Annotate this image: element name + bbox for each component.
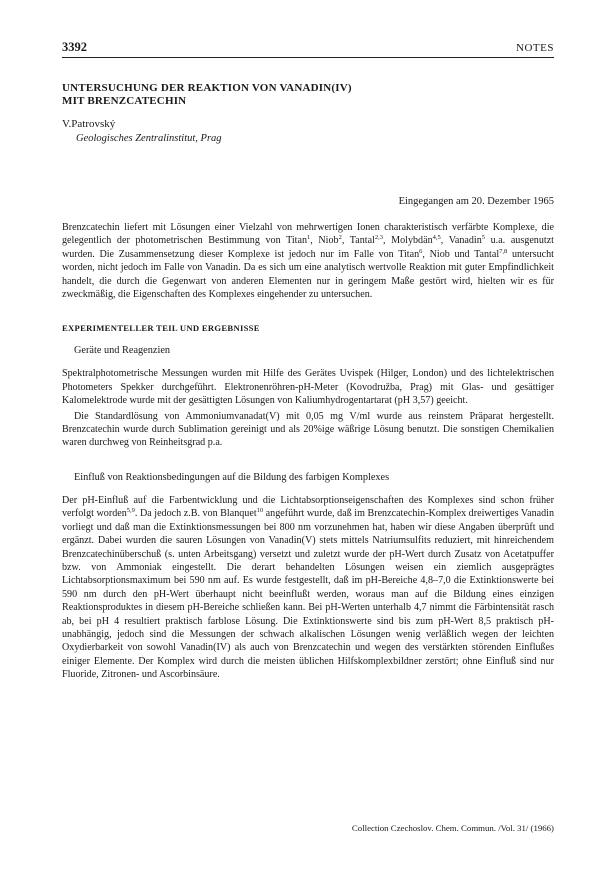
- apparatus-paragraph: Spektralphotometrische Messungen wurden mit Hilfe des Gerätes Uvispek (Hilger, London) und des lichtelektrischen Photometers Spekker durchgeführt. Elektronenröhren-pH-Meter (Kovodružba, Prag) mit Glas- und gesättiger Kalomelektrode wurde mit der gesättigten Lösungen von Kaliumhydrogentartarat (pH 3,57) geeicht.: [62, 368, 554, 407]
- reagents-paragraph: Die Standardlösung von Ammoniumvanadat(V) mit 0,05 mg V/ml wurde aus reinstem Präparat hergestellt. Brenzcatechin wurde durch Sublimation gereinigt und als 20%ige wäßrige Lösung benutzt. Die sonstigen Chemikalien waren durchweg von Reinheitsgrad p.a.: [62, 410, 554, 449]
- header-rule: [62, 57, 554, 58]
- ref-marker: 2,3: [374, 234, 383, 242]
- ref-marker: 1: [307, 234, 311, 242]
- journal-citation-footer: Collection Czechoslov. Chem. Commun. /Vol. 31/ (1966): [351, 823, 554, 833]
- title-line-1: UNTERSUCHUNG DER REAKTION VON VANADIN(IV): [62, 82, 352, 94]
- ref-marker: 6: [419, 247, 423, 255]
- ref-marker: 10: [256, 507, 264, 515]
- conditions-paragraph: Der pH-Einfluß auf die Farbentwicklung und die Lichtabsorptionseigenschaften des Komplexes sind schon früher verfolgt worden$^{5,9}$. Da jedoch z.B. von Blanquet$^{10}$ angeführt wurde, daß im Brenzcatechin-Komplex dreiwertiges Vanadin vorliegt und daß man die Extinktionsmessungen bei 800 nm vorzunehmen hat, haben wir diese Angaben überprüft und ergänzt. Dabei wurden die sauren Lösungen von Vanadin(V) stets mittels Natriumsulfits reduziert, mit hinreichendem Brenzcatechinüberschuß (s. unten Arbeitsgang) versetzt und zuletzt wurde der pH-Wert durch Zusatz von Acetatpuffer bzw. von Ammoniak eingestellt. Die derart behandelten Lösungen weisen ein ziemlich ausgeprägtes Lichtabsorptionsmaximum bei 590 nm auf. Es wurde festgestellt, daß im pH-Bereiche 4,8–7,0 die Extinktionswerte bei 590 nm durch den pH-Wert überhaupt nicht beeinflußt werden, woraus man auf die Bildung eines einzigen Reaktionsproduktes in diesem pH-Bereiche schließen kann. Bei pH-Werten unterhalb 4,7 nimmt die Färbintensität rasch ab, bei pH 4 resultiert praktisch farblose Lösung. Die Extinktionswerte sind bis zum pH-Wert 8,5 praktisch pH-unabhängig, jedoch sind die Messungen der schwach alkalischen Lösungen wenig verläßlich wegen der leichten Oxydierbarkeit von sowohl Vanadin(IV) als auch von Brenzcatechin und wegen des verstärkten störenden Einflußes einiger Elemente. Der Komplex wird durch die meisten üblichen Hilfskomplexbildner zerstört; ohne Einfluß sind nur Fluoride, Zitronen- und Ascorbinsäure.: [62, 494, 554, 681]
- intro-paragraph: Brenzcatechin liefert mit Lösungen einer Vielzahl von mehrwertigen Ionen charakteristisch verfärbte Komplexe, die gelegentlich der photometrischen Bestimmung von Titan$^1$, Niob$^2$, Tantal$^{2,3}$, Molybdän$^{4,5}$, Vanadin$^5$ u.a. ausgenutzt wurden. Die Zusammensetzung dieser Komplexe ist jedoch nur im Falle von Titan$^6$, Niob und Tantal$^{7,8}$ untersucht worden, nicht jedoch im Falle von Vanadin. Da es sich um eine analytisch wertvolle Reaktion mit guter Empfindlichkeit handelt, die durch die Gegenwart von anderen Elementen nur in geringem Maße gestört wird, hielten wir es für zweckmäßig, die Eigenschaften des Komplexes eingehender zu untersuchen.: [62, 222, 554, 301]
- ref-marker: 7,8: [499, 247, 508, 255]
- ref-marker: 2: [338, 234, 342, 242]
- section-label: NOTES: [516, 42, 554, 54]
- ref-marker: 5: [481, 234, 486, 242]
- title-line-2: MIT BRENZCATECHIN: [62, 95, 187, 107]
- article-title: [62, 82, 554, 108]
- received-date: Eingegangen am 20. Dezember 1965: [398, 196, 554, 207]
- author-name: V.Patrovský: [62, 118, 116, 130]
- journal-page: [62, 40, 554, 682]
- section-heading: EXPERIMENTELLER TEIL UND ERGEBNISSE: [62, 323, 260, 334]
- author-affiliation: Geologisches Zentralinstitut, Prag: [76, 133, 222, 144]
- running-header: [62, 40, 554, 55]
- ref-marker: 4,5: [432, 234, 441, 242]
- ref-marker: 5,9: [126, 507, 135, 515]
- subsection-heading-apparatus: Geräte und Reagenzien: [74, 345, 171, 357]
- page-number: 3392: [62, 40, 87, 54]
- subsection-heading-conditions: Einfluß von Reaktionsbedingungen auf die Bildung des farbigen Komplexes: [74, 471, 390, 483]
